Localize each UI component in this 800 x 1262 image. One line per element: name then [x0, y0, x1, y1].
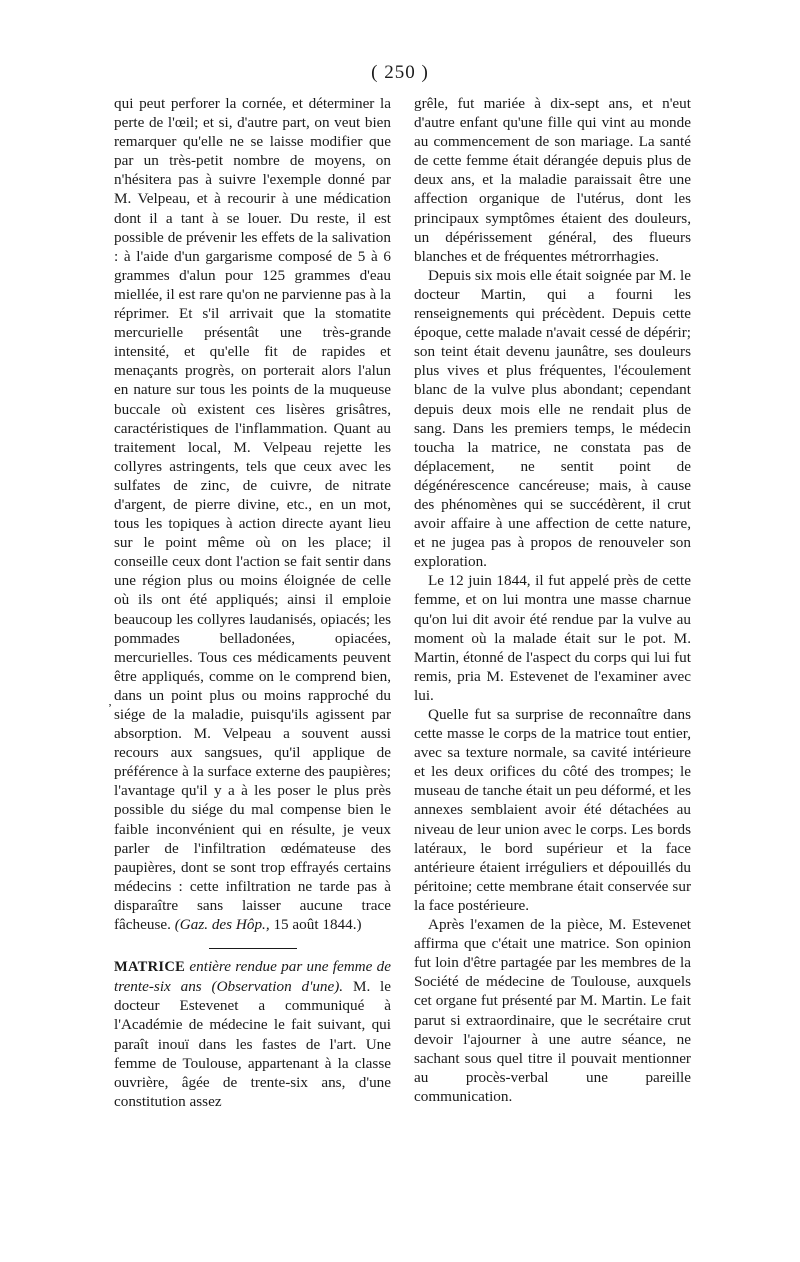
- paragraph: [114, 94, 391, 934]
- paragraph-text: qui peut perforer la cornée, et déterminer la perte de l'œil; et si, d'autre part, on veut bien remarquer qu'elle ne se laisse modifier que par un très-petit nombre de moyens, on n'hésitera pas à suivre l'exemple donné par M. Velpeau, et à recourir à une médication dont il a tant à se louer. Du reste, il est possible de prévenir les effets de la salivation : à l'aide d'un gargarisme composé de 5 à 6 grammes d'alun pour 125 grammes d'eau miellée, il est rare qu'on ne parvienne pas à la réprimer. Et s'il arrivait que la stomatite mercurielle présentât une très-grande intensité, et qu'elle fit de rapides et menaçants progrès, on porterait alors l'alun en nature sur tous les points de la muqueuse buccale où existent ces lisères grisâtres, caractéristiques de l'inflammation. Quant au traitement local, M. Velpeau rejette les collyres astringents, tels que ceux avec les sulfates de zinc, de cuivre, de nitrate d'argent, de pierre divine, etc., en un mot, tous les topiques à action directe ayant lieu sur le point même où on les place; il conseille ceux dont l'action se fait sentir dans une région plus ou moins éloignée de celle où ils ont été appliqués; ainsi il emploie beaucoup les collyres laudanisés, opiacés; les pommades belladonées, opiacées, mercurielles. Tous ces médicaments peuvent être appliqués, comme on le comprend bien, dans un point plus ou moins rapproché du siége de la maladie, puisqu'ils agissent par absorption. M. Velpeau a souvent aussi recours aux sangsues, qu'il applique de préférence à la surface externe des paupières; l'avantage qu'il y a à les poser le plus près possible du siége du mal compense bien le faible inconvénient qui en résulte, je veux parler de l'infiltration œdémateuse des paupières, dont se sont trop effrayés certains médecins : cette infiltration ne tarde pas à disparaître sans laisser aucune trace fâcheuse.: [114, 95, 391, 934]
- separator-rule: [209, 948, 297, 949]
- paragraph-text: M. le docteur Estevenet a communiqué à l'Académie de médecine le fait suivant, qui paraît inouï dans les fastes de l'art. Une femme de Toulouse, appartenant à la classe ouvrière, âgée de trente-six ans, d'une constitution assez: [114, 978, 392, 1110]
- right-column: [414, 94, 691, 1106]
- citation-date: 15 août 1844.): [273, 916, 362, 934]
- page-number: ( 250 ): [371, 62, 429, 83]
- paragraph: Le 12 juin 1844, il fut appelé près de cette femme, et on lui montra une masse charnue qu'on lui dit avoir été rendue par la vulve au moment où la malade était sur le pot. M. Martin, étonné de l'aspect du corps qui lui fut remis, pria M. Estevenet de l'examiner avec lui.: [414, 572, 691, 704]
- paragraph: Depuis six mois elle était soignée par M. le docteur Martin, qui a fourni les renseignements qui précèdent. Depuis cette époque, cette malade n'avait cessé de dépérir; son teint était devenu jaunâtre, ses douleurs plus vives et plus fréquentes, l'écoulement blanc de la vulve plus abondant; cependant depuis deux mois elle ne rendait plus de sang. Dans les premiers temps, le médecin toucha la matrice, ne constata pas de déplacement, ne sentit point de dégénérescence cancéreuse; mais, à cause des phénomènes qui se succédèrent, il crut avoir affaire à une affection de cette nature, et ne jugea pas à propos de renouveler son exploration.: [414, 266, 691, 571]
- heading-caps: MATRICE: [114, 959, 186, 976]
- heading-italic: entière rendue par une femme de trente-six ans (Observation d'une).: [114, 958, 391, 996]
- citation: (Gaz. des Hôp.,: [174, 916, 270, 934]
- paragraph: Quelle fut sa surprise de reconnaître dans cette masse le corps de la matrice tout entier, avec sa texture normale, sa cavité intérieure et les deux orifices du côté des trompes; le museau de tanche était un peu déformé, et les annexes semblaient avoir été détachées au niveau de leur union avec le corps. Les bords latéraux, le bord supérieur et la face antérieure étaient irréguliers et dépouillés du péritoine; cette membrane était conservée sur la face postérieure.: [414, 706, 691, 914]
- paragraph: grêle, fut mariée à dix-sept ans, et n'eut d'autre enfant qu'une fille qui vint au monde au commencement de son mariage. La santé de cette femme était dérangée depuis plus de deux ans, et la maladie paraissait être une affection organique de l'utérus, dont les principaux symptômes étaient des douleurs, un dépérissement général, des flueurs blanches et de fréquentes métrorrhagies.: [414, 95, 691, 265]
- entry-heading: [114, 957, 391, 1111]
- left-column: [114, 94, 391, 1111]
- margin-mark: ‚: [108, 694, 112, 708]
- paragraph: Après l'examen de la pièce, M. Estevenet affirma que c'était une matrice. Son opinion fut loin d'être partagée par les membres de la Société de médecine de Toulouse, auxquels cet organe fut présenté par M. Martin. Le fait parut si extraordinaire, que le secrétaire crut devoir l'ajourner à une autre séance, ne sachant sous quel titre il pouvait mentionner au procès-verbal une pareille communication.: [414, 916, 691, 1105]
